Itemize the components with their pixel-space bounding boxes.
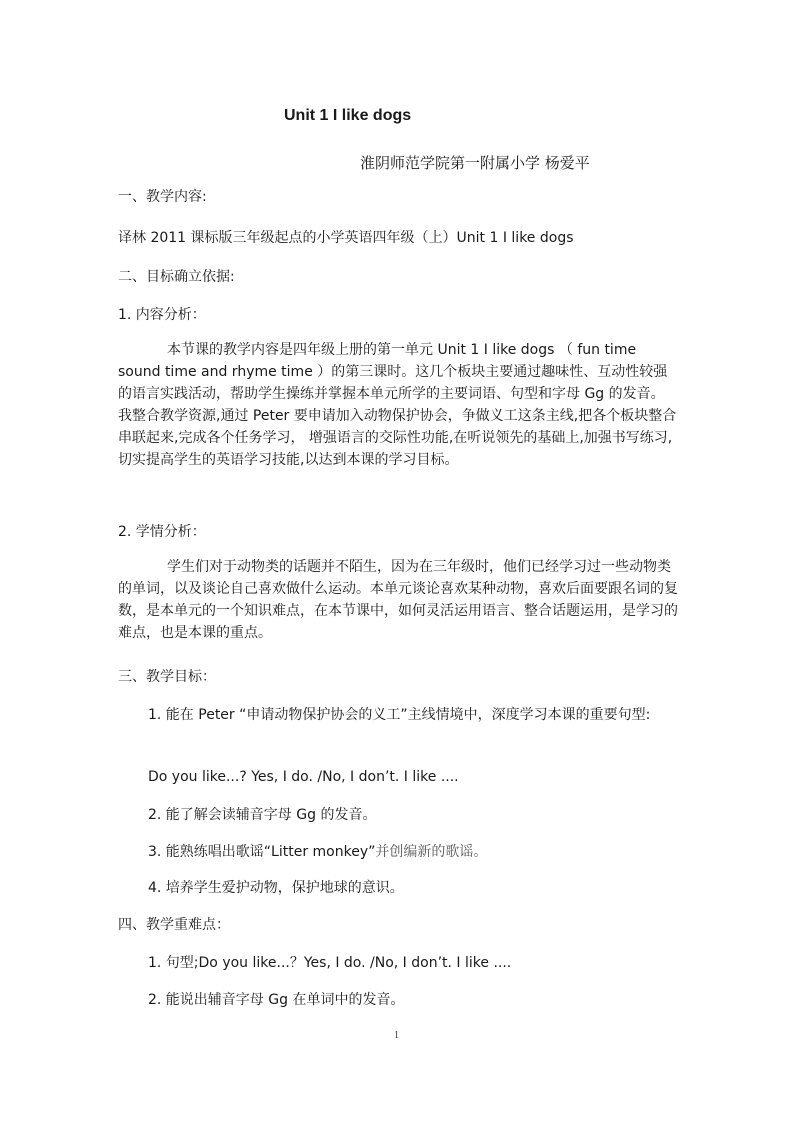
learner-analysis-paragraph: 学生们对于动物类的话题并不陌生，因为在三年级时，他们已经学习过一些动物类的单词，以及谈论自己喜欢做什么运动。本单元谈论喜欢某种动物，喜欢后面要跟名词的复数，是本单元的一个知识难点，在本节课中，如何灵活运用语言、整合话题运用，是学习的难点，也是本课的重点。 xyxy=(118,559,678,641)
sentence-pattern: Do you like...? Yes, I do. /No, I don’t. I like .... xyxy=(148,769,459,785)
author-line: 淮阴师范学院第一附属小学 杨爱平 xyxy=(360,154,590,172)
objective-item-4: 4. 培养学生爱护动物，保护地球的意识。 xyxy=(148,880,404,896)
key-point-item-1: 1. 句型;Do you like...？Yes, I do. /No, I don’t. I like .... xyxy=(148,955,512,971)
document-title: Unit 1 I like dogs xyxy=(284,107,412,124)
objective-item-1: 1. 能在 Peter “申请动物保护协会的义工”主线情境中，深度学习本课的重要句型: xyxy=(148,707,651,723)
objective-item-3-main: 3. 能熟练唱出歌谣“Litter monkey” xyxy=(148,844,376,860)
objective-item-3 xyxy=(148,842,487,862)
objective-item-2: 2. 能了解会读辅音字母 Gg 的发音。 xyxy=(148,807,377,823)
page-number: 1 xyxy=(394,1030,399,1041)
section-heading-teaching-content: 一、教学内容: xyxy=(118,189,207,205)
section-heading-key-points: 四、教学重难点： xyxy=(118,917,230,933)
subheading-learner-analysis: 2. 学情分析： xyxy=(118,524,206,540)
key-point-item-2: 2. 能说出辅音字母 Gg 在单词中的发音。 xyxy=(148,992,405,1008)
subheading-content-analysis: 1. 内容分析： xyxy=(118,307,206,323)
section-heading-objectives: 三、教学目标： xyxy=(118,669,216,685)
content-analysis-paragraph: 本节课的教学内容是四年级上册的第一单元 Unit 1 I like dogs （ fun time sound time and rhyme time ）的第三课时。这几个板块主要通过趣味性、互动性较强的语言实践活动，帮助学生操练并掌握本单元所学的主要词语、句型和字母 Gg 的发音。我整合教学资源,通过 Peter 要申请加入动物保护协会，争做义工这条主线,把各个板块整合串联起来,完成各个任务学习， 增强语言的交际性功能,在听说领先的基础上,加强书写练习,切实提高学生的英语学习技能,以达到本课的学习目标。 xyxy=(118,342,677,468)
objective-item-3-tail: 并创编新的歌谣。 xyxy=(375,844,488,860)
teaching-content-text: 译林 2011 课标版三年级起点的小学英语四年级（上）Unit 1 I like dogs xyxy=(118,230,574,246)
section-heading-basis: 二、目标确立依据: xyxy=(118,269,235,285)
